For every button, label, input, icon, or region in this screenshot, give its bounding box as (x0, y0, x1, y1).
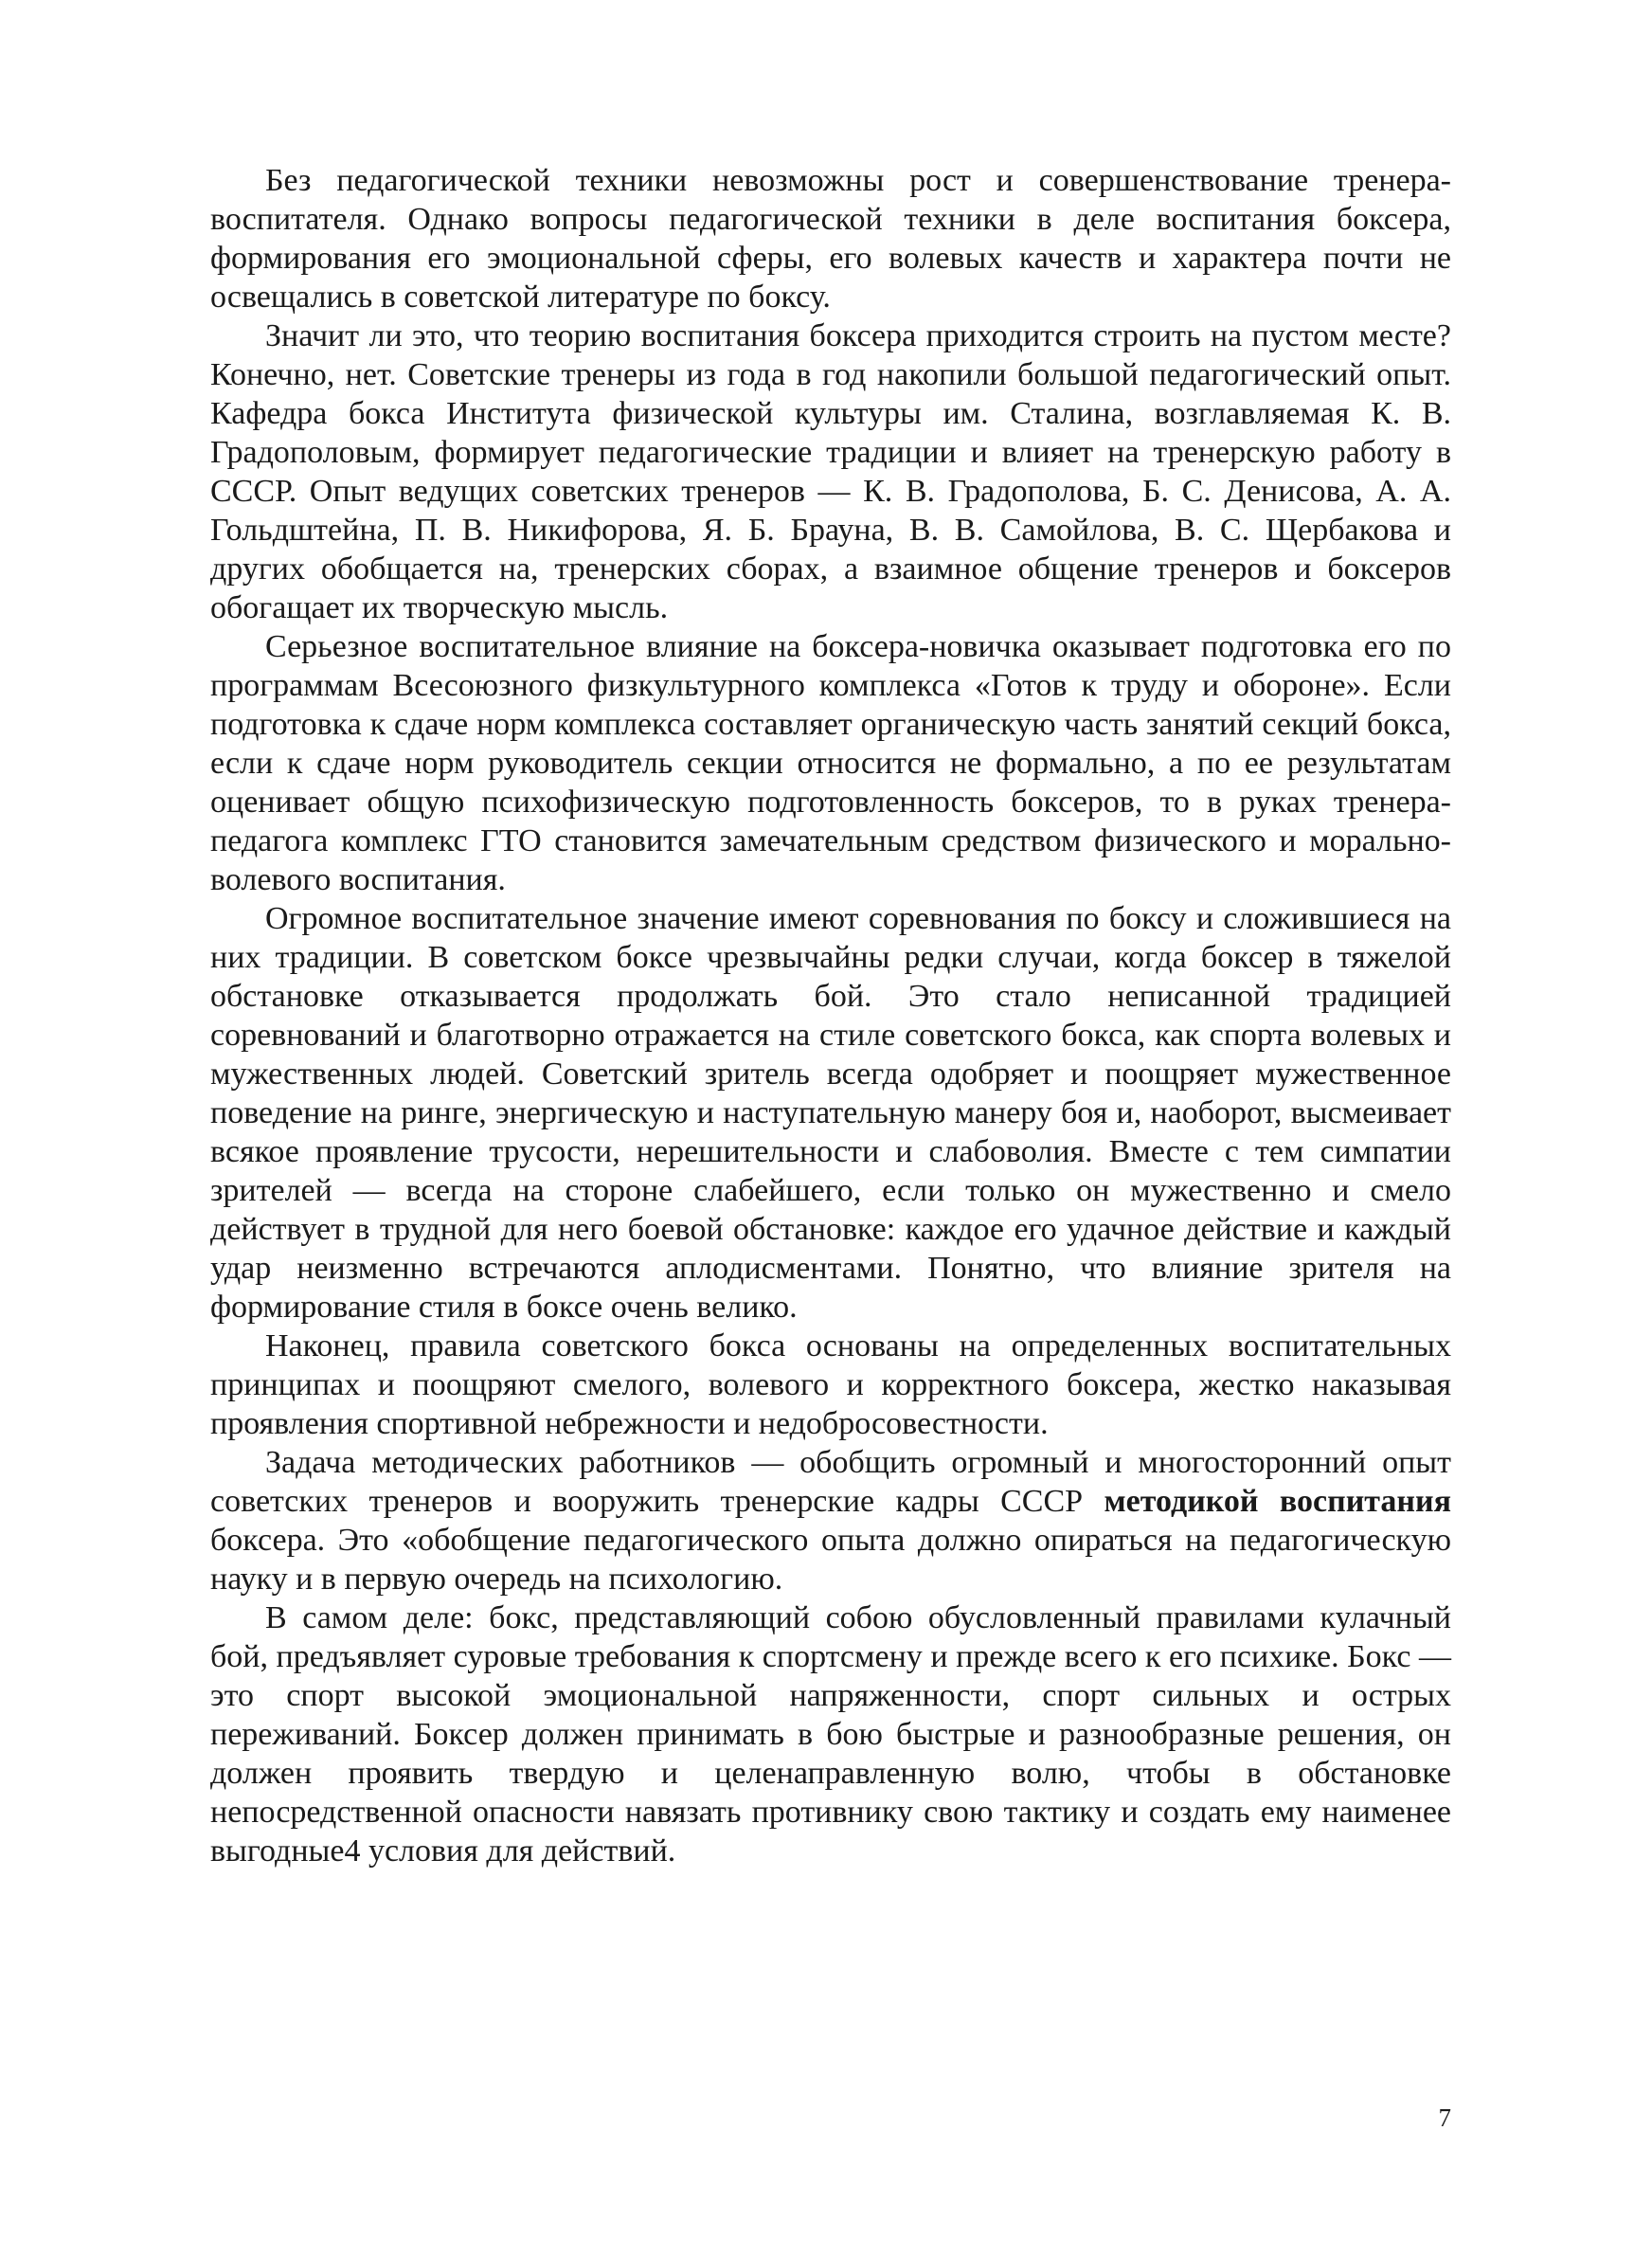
paragraph-methodology (210, 1443, 1451, 1598)
paragraph: Наконец, правила советского бокса основаны на определенных воспитательных принципах и поощряют смелого, волевого и корректного боксера, жестко наказывая проявления спортивной небрежности и недобросовестности. (210, 1328, 1451, 1441)
emphasis-text: методикой воспитания (1104, 1484, 1451, 1519)
page-number: 7 (1438, 2104, 1451, 2132)
paragraph: Значит ли это, что теорию воспитания боксера приходится строить на пустом месте? Конечно, нет. Советские тренеры из года в год накопили большой педагогический опыт. Кафедра бокса Института физической культуры им. Сталина, возглавляемая К. В. Градополовым, формирует педагогические традиции и влияет на тренерскую работу в СССР. Опыт ведущих советских тренеров — К. В. Градополова, Б. С. Денисова, А. А. Гольдштейна, П. В. Никифорова, Я. Б. Брауна, В. В. Самойлова, В. С. Щербакова и других обобщается на, тренерских сборах, а взаимное общение тренеров и боксеров обогащает их творческую мысль. (210, 318, 1451, 625)
paragraph: Серьезное воспитательное влияние на боксера-новичка оказывает подготовка его по программам Всесоюзного физкультурного комплекса «Готов к труду и обороне». Если подготовка к сдаче норм комплекса составляет органическую часть занятий секций бокса, если к сдаче норм руководитель секции относится не формально, а по ее результатам оценивает общую психофизическую подготовленность боксеров, то в руках тренера-педагога комплекс ГТО становится замечательным средством физического и морально-волевого воспитания. (210, 629, 1451, 897)
paragraph: Огромное воспитательное значение имеют соревнования по боксу и сложившиеся на них традиции. В советском боксе чрезвычайны редки случаи, когда боксер в тяжелой обстановке отказывается продолжать бой. Это стало неписанной традицией соревнований и благотворно отражается на стиле советского бокса, как спорта волевых и мужественных людей. Советский зритель всегда одобряет и поощряет мужественное поведение на ринге, энергическую и наступательную манеру боя и, наоборот, высмеивает всякое проявление трусости, нерешительности и слабоволия. Вместе с тем симпатии зрителей — всегда на стороне слабейшего, если только он мужественно и смело действует в трудной для него боевой обстановке: каждое его удачное действие и каждый удар неизменно встречаются аплодисментами. Понятно, что влияние зрителя на формирование стиля в боксе очень велико. (210, 901, 1451, 1325)
body-text (210, 161, 1451, 1870)
paragraph: В самом деле: бокс, представляющий собою обусловленный правилами кулачный бой, предъявляет суровые требования к спортсмену и прежде всего к его психике. Бокс — это спорт высокой эмоциональной напряженности, спорт сильных и острых переживаний. Боксер должен принимать в бою быстрые и разнообразные решения, он должен проявить твердую и целенаправленную волю, чтобы в обстановке непосредственной опасности навязать противнику свою тактику и создать ему наименее выгодные4 условия для действий. (210, 1600, 1451, 1869)
paragraph-text: Задача методических работников — обобщить огромный и многосторонний опыт советских тренеров и вооружить тренерские кадры СССР (210, 1445, 1451, 1519)
paragraph: Без педагогической техники невозможны рост и совершенствование тренера-воспитателя. Однако вопросы педагогической техники в деле воспитания боксера, формирования его эмоциональной сферы, его волевых качеств и характера почти не освещались в советской литературе по боксу. (210, 163, 1451, 315)
paragraph-text: боксера. Это «обобщение педагогического опыта должно опираться на педагогическую науку и в первую очередь на психологию. (210, 1523, 1451, 1597)
